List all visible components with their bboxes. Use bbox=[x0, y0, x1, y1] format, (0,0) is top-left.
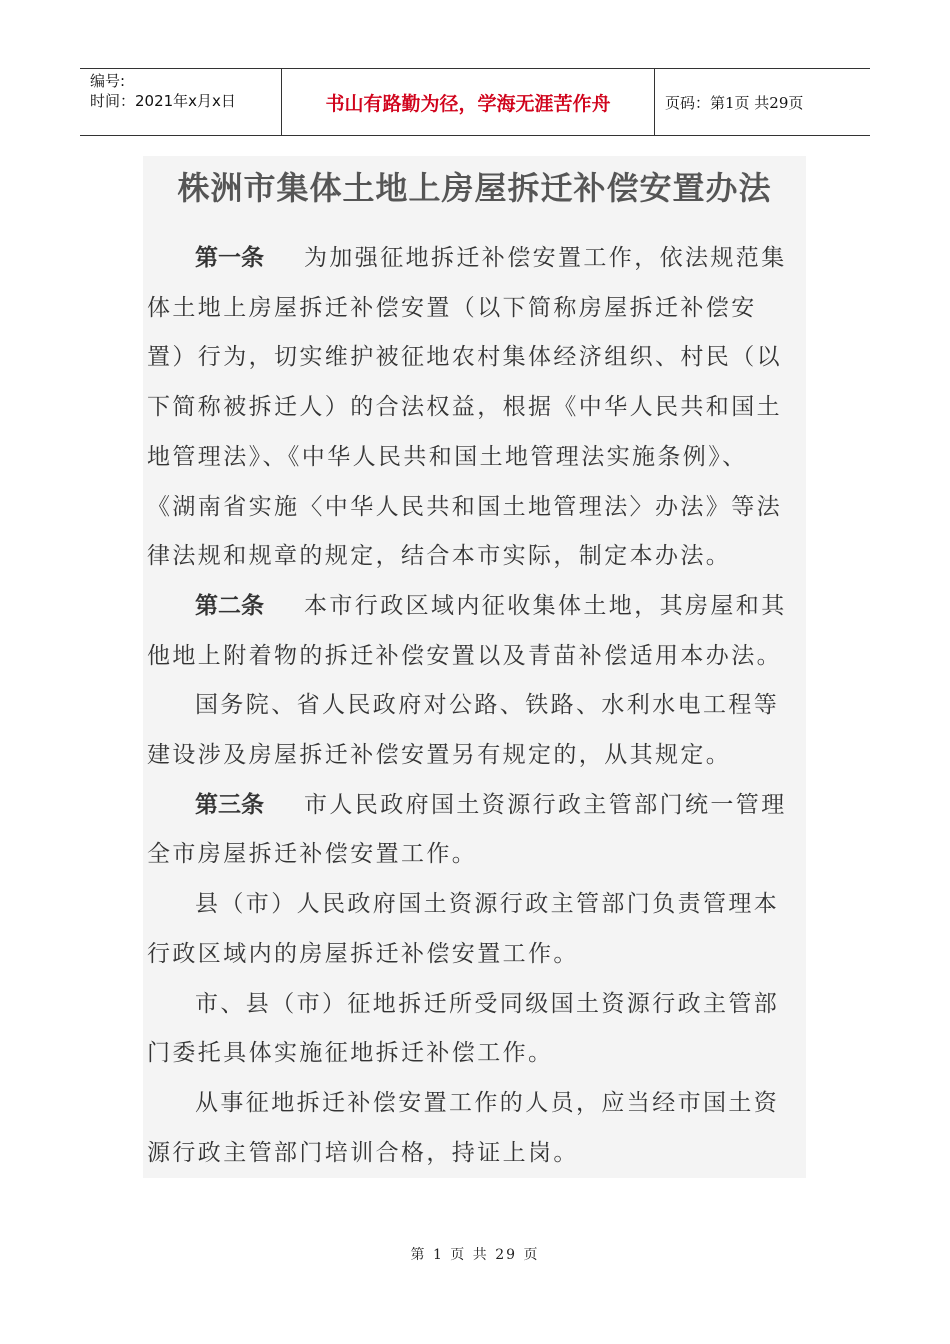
header-page-info: 页码：第1页 共29页 bbox=[665, 93, 804, 112]
document-number-label: 编号: bbox=[90, 72, 126, 90]
header-meta bbox=[80, 69, 281, 135]
document-title: 株洲市集体土地上房屋拆迁补偿安置办法 bbox=[177, 169, 772, 207]
article-heading: 第一条 bbox=[195, 245, 264, 271]
text-line bbox=[195, 690, 779, 720]
text-line bbox=[147, 1138, 579, 1168]
line-text: 本市行政区域内征收集体土地，其房屋和其 bbox=[304, 592, 787, 619]
text-line bbox=[147, 1038, 553, 1068]
line-text: 体土地上房屋拆迁补偿安置（以下简称房屋拆迁补偿安 bbox=[147, 294, 757, 321]
article-heading: 第三条 bbox=[195, 791, 264, 818]
line-text: 地管理法》、《中华人民共和国土地管理法实施条例》、 bbox=[147, 443, 748, 470]
line-text: 从事征地拆迁补偿安置工作的人员，应当经市国土资 bbox=[195, 1089, 780, 1116]
text-line bbox=[147, 740, 731, 770]
document-body bbox=[143, 156, 806, 1178]
text-line bbox=[147, 392, 782, 422]
line-text: 源行政主管部门培训合格，持证上岗。 bbox=[147, 1139, 579, 1166]
text-line bbox=[195, 1088, 779, 1118]
text-line bbox=[195, 591, 787, 621]
text-line bbox=[147, 342, 782, 372]
text-line bbox=[147, 641, 782, 671]
line-text: 全市房屋拆迁补偿安置工作。 bbox=[147, 841, 478, 868]
line-text: 下简称被拆迁人）的合法权益，根据《中华人民共和国土 bbox=[147, 394, 782, 421]
text-line bbox=[147, 442, 748, 472]
header-slogan: 书山有路勤为径，学海无涯苦作舟 bbox=[281, 69, 655, 135]
document-time-label: 时间：2021年x月x日 bbox=[90, 92, 236, 110]
line-text: 律法规和规章的规定，结合本市实际，制定本办法。 bbox=[147, 543, 732, 570]
line-text: 为加强征地拆迁补偿安置工作，依法规范集 bbox=[304, 245, 787, 271]
line-text: 建设涉及房屋拆迁补偿安置另有规定的，从其规定。 bbox=[147, 742, 732, 768]
line-text: 置）行为，切实维护被征地农村集体经济组织、村民（以 bbox=[147, 344, 782, 371]
line-text: 市人民政府国土资源行政主管部门统一管理 bbox=[304, 791, 787, 818]
line-text: 门委托具体实施征地拆迁补偿工作。 bbox=[147, 1040, 554, 1067]
text-line bbox=[147, 492, 782, 522]
text-line bbox=[147, 293, 757, 323]
text-line bbox=[147, 839, 477, 869]
line-text: 行政区域内的房屋拆迁补偿安置工作。 bbox=[147, 940, 579, 967]
line-text: 《湖南省实施〈中华人民共和国土地管理法〉办法》等法 bbox=[147, 493, 782, 520]
text-line bbox=[195, 989, 779, 1019]
line-text: 市、县（市）征地拆迁所受同级国土资源行政主管部 bbox=[195, 990, 780, 1017]
text-line bbox=[195, 889, 779, 919]
line-text: 国务院、省人民政府对公路、铁路、水利水电工程等 bbox=[195, 692, 780, 719]
article-heading: 第二条 bbox=[195, 592, 264, 619]
text-line bbox=[195, 790, 787, 820]
line-text: 县（市）人民政府国土资源行政主管部门负责管理本 bbox=[195, 891, 780, 918]
line-text: 他地上附着物的拆迁补偿安置以及青苗补偿适用本办法。 bbox=[147, 642, 782, 669]
page-header bbox=[80, 68, 870, 136]
text-line bbox=[195, 243, 787, 273]
page-footer: 第 1 页 共 29 页 bbox=[410, 1247, 540, 1263]
text-line bbox=[147, 541, 731, 571]
text-line bbox=[147, 939, 579, 969]
